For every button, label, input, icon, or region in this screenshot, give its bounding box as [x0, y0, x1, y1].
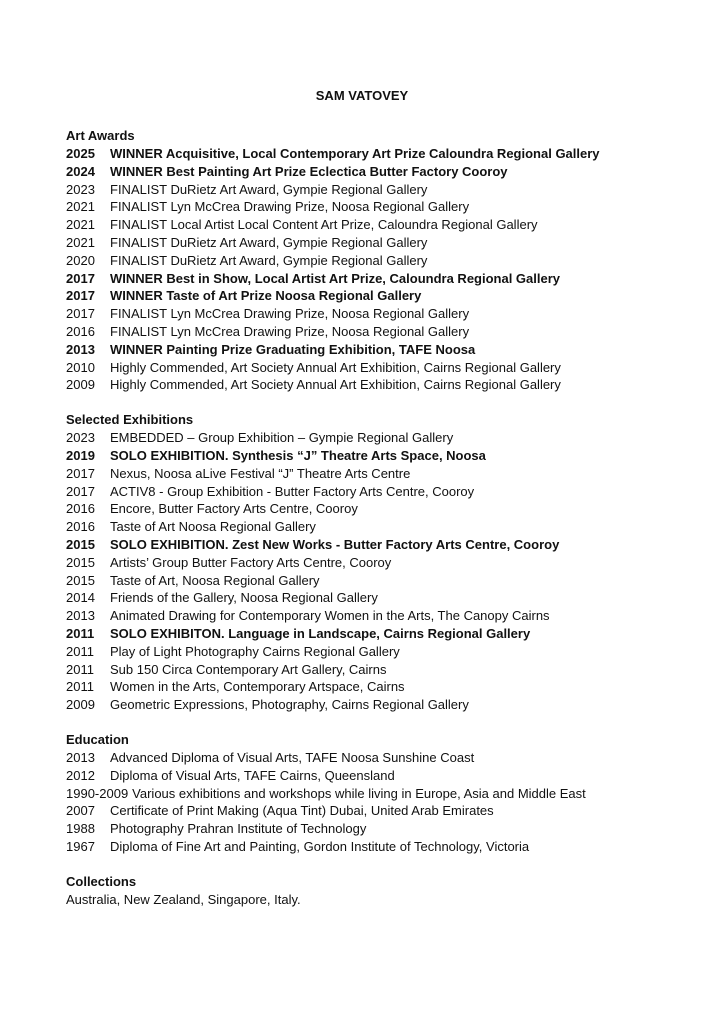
list-item: [66, 429, 706, 447]
cv-document: [66, 88, 706, 926]
list-item: [66, 678, 706, 696]
entry-text: FINALIST Lyn McCrea Drawing Prize, Noosa Regional Gallery: [110, 323, 470, 339]
list-item: [66, 589, 706, 607]
entry-text: SOLO EXHIBITON. Language in Landscape, Cairns Regional Gallery: [110, 625, 531, 641]
entry-text: Nexus, Noosa aLive Festival “J” Theatre Arts Centre: [110, 465, 411, 481]
list-item: [66, 661, 706, 679]
entry-text: Play of Light Photography Cairns Regional Gallery: [110, 643, 400, 659]
list-item: [66, 820, 706, 838]
list-item: [66, 359, 706, 377]
entry-year: 2009: [66, 697, 95, 713]
section-heading-art-awards: Art Awards: [66, 128, 135, 143]
list-item: [66, 305, 706, 323]
entry-text: WINNER Taste of Art Prize Noosa Regional Gallery: [110, 288, 422, 304]
entry-year: 2013: [66, 341, 95, 357]
entry-year: 2011: [66, 661, 94, 677]
entry-text: FINALIST Lyn McCrea Drawing Prize, Noosa Regional Gallery: [110, 199, 470, 215]
entry-text: Friends of the Gallery, Noosa Regional Gallery: [110, 590, 378, 606]
list-item: [66, 749, 706, 767]
entry-year: 2024: [66, 163, 95, 179]
entry-year: 2017: [66, 288, 95, 304]
section-heading-selected-exhibitions: Selected Exhibitions: [66, 412, 194, 428]
entry-text: Taste of Art, Noosa Regional Gallery: [110, 572, 320, 588]
list-item: [66, 216, 706, 234]
entry-text: SOLO EXHIBITION. Zest New Works - Butter Factory Arts Centre, Cooroy: [110, 536, 560, 552]
entry-year: 2021: [66, 217, 95, 233]
collections-text: Australia, New Zealand, Singapore, Italy.: [66, 891, 301, 907]
list-item: [66, 376, 706, 394]
entry-year: 2016: [66, 323, 95, 339]
entry-year: 1990-2009: [66, 785, 129, 801]
list-item: [66, 287, 706, 305]
entry-text: WINNER Painting Prize Graduating Exhibition, TAFE Noosa: [110, 341, 476, 357]
entry-year: 2023: [66, 430, 95, 446]
entry-text: Diploma of Fine Art and Painting, Gordon Institute of Technology, Victoria: [110, 838, 530, 854]
list-item: [66, 767, 706, 785]
entry-text: WINNER Best Painting Art Prize Eclectica Butter Factory Cooroy: [110, 163, 508, 179]
entry-year: 2016: [66, 501, 95, 517]
list-item: [66, 252, 706, 270]
entry-text: Artists’ Group Butter Factory Arts Centre, Cooroy: [110, 554, 392, 570]
entry-text: Women in the Arts, Contemporary Artspace, Cairns: [110, 679, 405, 695]
entry-text: Highly Commended, Art Society Annual Art Exhibition, Cairns Regional Gallery: [110, 359, 561, 375]
list-item: [66, 500, 706, 518]
list-item: [66, 483, 706, 501]
entry-year: 2010: [66, 359, 95, 375]
entry-year: 1988: [66, 821, 95, 837]
list-item: [66, 643, 706, 661]
list-item: [66, 163, 706, 181]
entry-year: 2021: [66, 234, 95, 250]
entry-year: 2015: [66, 536, 95, 552]
exhibitions-list: [66, 429, 706, 714]
entry-year: 2011: [66, 643, 94, 659]
entry-text: SOLO EXHIBITION. Synthesis “J” Theatre Arts Space, Noosa: [110, 447, 486, 463]
entry-text: EMBEDDED – Group Exhibition – Gympie Regional Gallery: [110, 430, 454, 446]
entry-text: Diploma of Visual Arts, TAFE Cairns, Queensland: [110, 767, 395, 783]
entry-text: FINALIST Local Artist Local Content Art Prize, Caloundra Regional Gallery: [110, 217, 538, 233]
entry-year: 2017: [66, 306, 95, 322]
entry-text: FINALIST Lyn McCrea Drawing Prize, Noosa Regional Gallery: [110, 306, 470, 322]
entry-text: Sub 150 Circa Contemporary Art Gallery, Cairns: [110, 661, 387, 677]
list-item: [66, 607, 706, 625]
section-collections: [66, 873, 706, 909]
entry-year: 2011: [66, 625, 95, 641]
document-title: SAM VATOVEY: [315, 88, 409, 103]
entry-year: 2007: [66, 803, 95, 819]
section-selected-exhibitions: [66, 411, 706, 714]
list-item: [66, 234, 706, 252]
entry-text: Taste of Art Noosa Regional Gallery: [110, 519, 316, 535]
section-heading-education: Education: [66, 731, 129, 747]
entry-year: 2025: [66, 146, 95, 161]
entry-text: FINALIST DuRietz Art Award, Gympie Regional Gallery: [110, 234, 428, 250]
section-heading-collections: Collections: [66, 873, 137, 889]
entry-year: 2019: [66, 447, 95, 463]
list-item: [66, 323, 706, 341]
awards-list: [66, 145, 706, 394]
entry-year: 2012: [66, 767, 95, 783]
entry-year: 2023: [66, 181, 95, 197]
entry-text: Highly Commended, Art Society Annual Art Exhibition, Cairns Regional Gallery: [110, 377, 561, 393]
list-item: [66, 536, 706, 554]
entry-text: ACTIV8 - Group Exhibition - Butter Factory Arts Centre, Cooroy: [110, 483, 475, 499]
entry-year: 2009: [66, 377, 95, 393]
entry-year: 2011: [66, 679, 94, 695]
entry-text: Advanced Diploma of Visual Arts, TAFE Noosa Sunshine Coast: [110, 749, 475, 765]
list-item: [66, 518, 706, 536]
entry-text: FINALIST DuRietz Art Award, Gympie Regional Gallery: [110, 252, 428, 268]
list-item: [66, 696, 706, 714]
entry-year: 2017: [66, 270, 95, 286]
entry-year: 2013: [66, 749, 95, 765]
entry-year: 2014: [66, 590, 95, 606]
entry-year: 2013: [66, 608, 95, 624]
list-item: [66, 572, 706, 590]
list-item: [66, 785, 706, 803]
entry-year: 2017: [66, 483, 95, 499]
entry-text: Certificate of Print Making (Aqua Tint) Dubai, United Arab Emirates: [110, 803, 494, 819]
entry-text: WINNER Best in Show, Local Artist Art Prize, Caloundra Regional Gallery: [110, 270, 561, 286]
list-item: [66, 625, 706, 643]
list-item: [66, 145, 706, 163]
entry-text: Various exhibitions and workshops while living in Europe, Asia and Middle East: [132, 785, 586, 801]
list-item: [66, 198, 706, 216]
list-item: [66, 270, 706, 288]
entry-year: 2020: [66, 252, 95, 268]
list-item: [66, 465, 706, 483]
education-list: [66, 749, 706, 856]
entry-year: 2021: [66, 199, 95, 215]
section-education: [66, 731, 706, 856]
entry-text: Encore, Butter Factory Arts Centre, Cooroy: [110, 501, 358, 517]
list-item: [66, 341, 706, 359]
list-item: [66, 447, 706, 465]
entry-year: 1967: [66, 838, 95, 854]
list-item: [66, 554, 706, 572]
list-item: [66, 838, 706, 856]
entry-text: Animated Drawing for Contemporary Women in the Arts, The Canopy Cairns: [110, 608, 550, 624]
list-item: [66, 181, 706, 199]
entry-year: 2015: [66, 572, 95, 588]
entry-year: 2017: [66, 465, 95, 481]
entry-text: WINNER Acquisitive, Local Contemporary Art Prize Caloundra Regional Gallery: [110, 146, 600, 161]
entry-text: Photography Prahran Institute of Technology: [110, 821, 367, 837]
entry-year: 2016: [66, 519, 95, 535]
entry-year: 2015: [66, 554, 95, 570]
section-art-awards: [66, 127, 706, 394]
entry-text: Geometric Expressions, Photography, Cairns Regional Gallery: [110, 697, 469, 713]
list-item: [66, 802, 706, 820]
entry-text: FINALIST DuRietz Art Award, Gympie Regional Gallery: [110, 181, 428, 197]
